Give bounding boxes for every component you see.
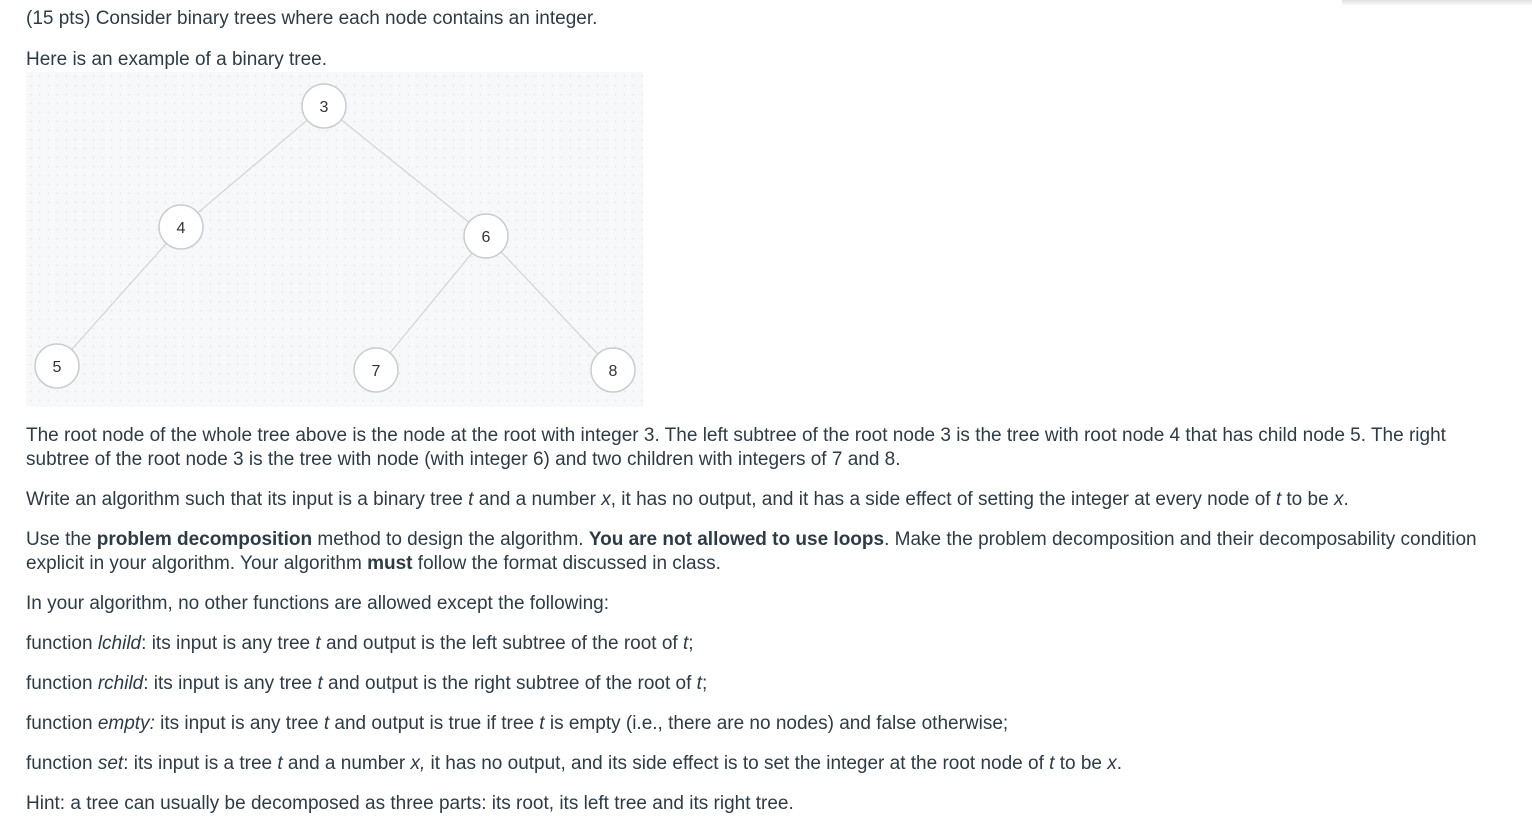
tree-node-label: 7 <box>371 363 381 380</box>
binary-tree-diagram <box>26 72 643 407</box>
tree-node-label: 8 <box>608 363 618 380</box>
tree-node-label: 4 <box>176 220 186 237</box>
tree-node-label: 5 <box>52 359 62 376</box>
tree-edge-n6-n7 <box>376 236 486 370</box>
tree-node-3 <box>302 84 346 128</box>
function-lchild: function lchild: its input is any tree t and output is the left subtree of the root of t; <box>26 633 694 654</box>
tree-node-7 <box>354 348 398 392</box>
method-statement: Use the problem decomposition method to design the algorithm. You are not allowed to use loops. Make the problem decomposition and their decomposability condition explicit in your algorithm. Your algorithm must follow the format discussed in class. <box>26 529 1477 574</box>
window-edge-shadow <box>1342 0 1532 6</box>
allowed-functions-intro: In your algorithm, no other functions are allowed except the following: <box>26 593 609 614</box>
hint: Hint: a tree can usually be decomposed as three parts: its root, its left tree and its right tree. <box>26 793 794 814</box>
tree-edge-n4-n5 <box>57 227 181 366</box>
tree-node-label: 3 <box>319 99 329 116</box>
tree-node-label: 6 <box>481 229 491 246</box>
task-statement: Write an algorithm such that its input is a binary tree t and a number x, it has no output, and it has a side effect of setting the integer at every node of t to be x. <box>26 489 1349 510</box>
function-empty: function empty: its input is any tree t and output is true if tree t is empty (i.e., there are no nodes) and false otherwise; <box>26 713 1009 734</box>
example-intro: Here is an example of a binary tree. <box>26 49 327 70</box>
question-body <box>26 7 1506 832</box>
question-intro: (15 pts) Consider binary trees where each node contains an integer. <box>26 8 598 29</box>
tree-edge-n3-n4 <box>181 106 324 227</box>
tree-edge-n6-n8 <box>486 236 613 370</box>
tree-description: The root node of the whole tree above is the node at the root with integer 3. The left subtree of the root node 3 is the tree with root node 4 that has child node 5. The right subtree of the root node 3 is the tree with node (with integer 6) and two children with integers of 7 and 8. <box>26 425 1446 470</box>
tree-node-6 <box>464 214 508 258</box>
function-set: function set: its input is a tree t and a number x, it has no output, and its side effect is to set the integer at the root node of t to be x. <box>26 753 1123 774</box>
tree-node-8 <box>591 348 635 392</box>
tree-edge-n3-n6 <box>324 106 486 236</box>
function-rchild: function rchild: its input is any tree t and output is the right subtree of the root of t; <box>26 673 708 694</box>
tree-node-4 <box>159 205 203 249</box>
binary-tree-figure <box>26 72 643 407</box>
tree-node-5 <box>35 344 79 388</box>
